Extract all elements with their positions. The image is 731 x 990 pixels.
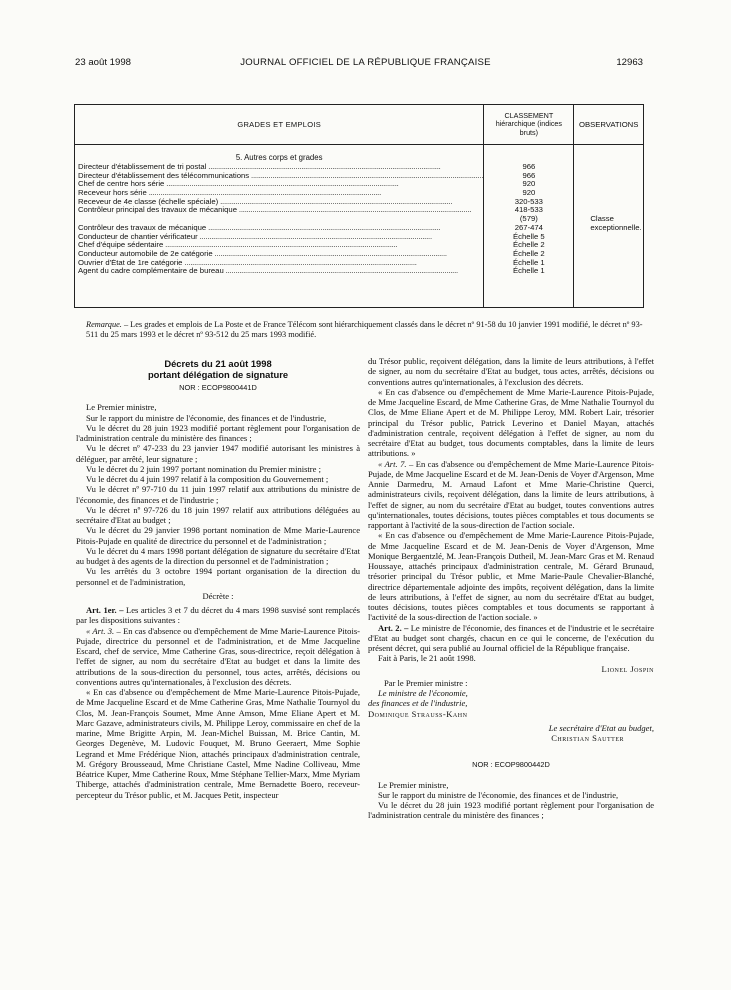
place-date: Fait à Paris, le 21 août 1998. xyxy=(378,653,476,664)
table-row-label: Ouvrier d'État de 1re catégorie ........................................................................................................................ xyxy=(78,258,417,267)
observations-column xyxy=(574,145,644,308)
article-2: Art. 2. – Le ministre de l'économie, des finances et de l'industrie et le secrétaire d'Etat au budget sont chargés, chacun en ce qui le concerne, de l'exécution du présent décret, qui sera publié au Journal officiel de la République française. xyxy=(368,622,655,653)
page-number: 12963 xyxy=(616,57,643,68)
paragraph: Sur le rapport du ministre de l'économie, des finances et de l'industrie, xyxy=(378,789,619,800)
signature-secretaire: Christian Sautter xyxy=(551,733,624,743)
table-row-value: Échelle 1 xyxy=(513,266,545,276)
table-row-observation xyxy=(574,267,643,276)
table-row-observation xyxy=(574,172,643,181)
decree-subtitle: portant délégation de signature xyxy=(147,369,289,380)
table-row-observation xyxy=(574,259,643,268)
table-remark: Remarque. – Les grades et emplois de La Poste et de France Télécom sont hiérarchiquement classés dans le décret nº 91-58 du 10 janvier 1991 modifié, le décret nº 93-511 du 25 mars 1993 et le décret nº 93-512 du 25 mars 1993 modifié. xyxy=(86,320,643,340)
right-column xyxy=(368,356,654,821)
table-row-label: Conducteur de chantier vérificateur ........................................................................................................................ xyxy=(78,232,432,241)
paragraph: Le Premier ministre, xyxy=(86,402,157,413)
table-row-value: 920 xyxy=(522,188,536,198)
table-row-observation xyxy=(574,250,643,259)
table-row-value: 966 xyxy=(522,162,536,171)
table-row-observation xyxy=(574,189,643,198)
secretary-title: Le secrétaire d'Etat au budget, xyxy=(548,722,654,733)
paragraph: Vu le décret du 28 juin 1923 modifié portant règlement pour l'organisation de l'administration centrale du ministère des finances ; xyxy=(368,800,654,821)
table-row-observation xyxy=(574,233,643,242)
table-row-value: 920 xyxy=(522,179,536,189)
paragraph: Sur le rapport du ministre de l'économie, des finances et de l'industrie, xyxy=(86,412,327,423)
table-row-value: 267-474 xyxy=(514,222,543,232)
table-row-observation xyxy=(574,198,643,207)
table-row-label: Chef d'équipe sédentaire ........................................................................................................................ xyxy=(78,241,398,250)
col-grades-header: GRADES ET EMPLOIS xyxy=(75,105,484,145)
table-row-label: Directeur d'établissement des télécommunications ........................................................................................................................ xyxy=(78,171,484,180)
table-row-value: 966 xyxy=(522,170,536,180)
paragraph: Vu le décret nº 97-710 du 11 juin 1997 relatif aux attributions du ministre de l'économie, des finances et de l'industrie ; xyxy=(76,484,360,505)
table-row-value: Échelle 1 xyxy=(513,257,545,267)
minister-title-line-1: Le ministre de l'économie, xyxy=(378,688,468,698)
table-row-observation xyxy=(574,180,643,189)
paragraph: « En cas d'absence ou d'empêchement de Mme Marie-Laurence Pitois-Pujade, de Mme Jacqueline Escard, de Mme Catherine Gras, de Mme Nathalie Tournyol du Clos, de Mme Eliane Apert et de M. Philippe Leroy, MM. Robert Lair, trésorier principal du Trésor public, Patrick Leverino et Daniel Mayan, attachés d'administration centrale, reçoivent délégation à l'effet de signer, au nom du secrétaire d'Etat au budget, tous documents comptables, dans la limite de leurs attributions. » xyxy=(368,386,654,459)
grades-table xyxy=(74,104,644,308)
grades-column xyxy=(75,145,484,308)
paragraph: Vu le décret du 2 juin 1997 portant nomination du Premier ministre ; xyxy=(86,463,321,474)
minister-title-line-2: des finances et de l'industrie, xyxy=(368,698,468,709)
col-classement-header: CLASSEMENT hiérarchique (indices bruts) xyxy=(484,105,574,145)
table-row-value: 418-533 xyxy=(514,205,543,215)
table-row-value: Échelle 2 xyxy=(513,240,545,250)
paragraph: Vu le décret du 4 mars 1998 portant délégation de signature du secrétaire d'Etat au budget à des agents de la direction du personnel et de l'administration ; xyxy=(76,545,360,566)
paragraph: « En cas d'absence ou d'empêchement de Mme Marie-Laurence Pitois-Pujade, de Mme Jacqueline Escard et de M. Jean-Denis de Voyer d'Argenson, Mme Monique Bergaentzlé, M. Jean-François Dutheil, M. Jean-Marc Gras et M. Renaud Houssaye, attachés principaux d'administration centrale, M. Gérard Brunaud, trésorier principal du Trésor public, et Mme Marie-Paule Chevalier-Blanché, directrice départementale adjointe des impôts, reçoivent délégation, dans la limite de leurs attributions, à l'effet de signer, au nom du secrétaire d'Etat au budget, toutes décisions, toutes pièces comptables et tous documents se rapportant à l'activité de la sous-direction de l'action sociale. » xyxy=(368,530,654,623)
table-row-label: Receveur de 4e classe (échelle spéciale) ........................................................................................................................ xyxy=(78,197,453,206)
classement-column xyxy=(484,145,574,308)
paragraph: du Trésor public, reçoivent délégation, dans la limite de leurs attributions, à l'effet de signer, au nom du secrétaire d'Etat au budget, tous actes, arrêtés, décisions ou conventions autres qu'internationales, à l'exclusion des décrets. xyxy=(368,356,654,387)
table-row-label: Conducteur automobile de 2e catégorie ........................................................................................................................ xyxy=(78,249,447,258)
header-date: 23 août 1998 xyxy=(75,57,132,68)
journal-title: JOURNAL OFFICIEL DE LA RÉPUBLIQUE FRANÇAISE xyxy=(240,57,491,68)
table-row-value: Échelle 2 xyxy=(513,248,545,258)
article-3: « Art. 3. – En cas d'absence ou d'empêchement de Mme Marie-Laurence Pitois-Pujade, directrice du personnel et de l'administration, et de Mme Jacqueline Escard, chef de service, Mme Catherine Gras, sous-directrice, reçoit délégation à l'effet de signer, au nom du secrétaire d'Etat au budget et dans la limite des attributions de la sous-direction du personnel, tous actes, arrêtés, décisions ou conventions autres qu'internationales, à l'exclusion des décrets. xyxy=(76,625,360,687)
left-column xyxy=(76,358,360,800)
signature-premier-ministre: Lionel Jospin xyxy=(601,663,654,674)
article-7: « Art. 7. – En cas d'absence ou d'empêchement de Mme Marie-Laurence Pitois-Pujade, de Mme Jacqueline Escard et de M. Jean-Denis de Voyer d'Argenson, Mme Annie Darmedru, M. Arnaud Lafont et Mme Marie-Christine Querci, administrateurs civils, reçoivent délégation, dans la limite de leurs attributions, à l'effet de signer, au nom du secrétaire d'Etat au budget, toutes conventions autres qu'internationales, toutes décisions, toutes pièces comptables et tous documents se rapportant à l'activité de la sous-direction de l'action sociale. xyxy=(368,458,654,530)
paragraph: Vu le décret du 4 juin 1997 relatif à la composition du Gouvernement ; xyxy=(86,474,329,484)
paragraph: Vu les arrêtés du 3 octobre 1994 portant organisation de la direction du personnel et de l'administration, xyxy=(76,566,360,587)
nor-reference: NOR : ECOP9800441D xyxy=(179,383,257,392)
table-row-label: Chef de centre hors série ........................................................................................................................ xyxy=(78,180,399,189)
table-row-label: Agent du cadre complémentaire de bureau ........................................................................................................................ xyxy=(78,267,458,276)
paragraph: Vu le décret nº 47-233 du 23 janvier 1947 modifié autorisant les ministres à déléguer, par arrêté, leur signature ; xyxy=(76,443,360,464)
table-row-label xyxy=(75,215,483,224)
par-le-premier-ministre: Par le Premier ministre : xyxy=(384,677,468,688)
section-heading: 5. Autres corps et grades xyxy=(235,153,323,162)
table-row-observation xyxy=(574,163,643,172)
paragraph: Vu le décret du 28 juin 1923 modifié portant règlement pour l'organisation de l'administration centrale du ministère des finances ; xyxy=(76,422,360,443)
col-observations-header: OBSERVATIONS xyxy=(574,105,644,145)
table-row-observation xyxy=(574,241,643,250)
table-row-label: Receveur hors série ........................................................................................................................ xyxy=(78,189,382,198)
table-row-observation: Classe exceptionnelle. xyxy=(590,214,642,232)
paragraph: Vu le décret du 29 janvier 1998 portant nomination de Mme Marie-Laurence Pitois-Pujade en qualité de directrice du personnel et de l'administration ; xyxy=(76,525,360,546)
table-row-label: Contrôleur principal des travaux de mécanique ........................................................................................................................ xyxy=(78,206,472,215)
signature-ministre: Dominique Strauss-Kahn xyxy=(368,708,468,719)
table-row-value: (579) xyxy=(519,214,538,224)
table-row-label: Contrôleur des travaux de mécanique ........................................................................................................................ xyxy=(78,223,441,232)
table-row-value: 320-533 xyxy=(514,196,543,206)
paragraph: Vu le décret nº 97-726 du 18 juin 1997 relatif aux attributions déléguées au secrétaire d'Etat au budget ; xyxy=(76,504,360,525)
paragraph: Le Premier ministre, xyxy=(378,779,449,790)
table-row-value: Échelle 5 xyxy=(513,231,545,241)
nor-reference-2: NOR : ECOP9800442D xyxy=(472,760,550,770)
paragraph: « En cas d'absence ou d'empêchement de Mme Marie-Laurence Pitois-Pujade, de Mme Jacqueline Escard et de Mme Catherine Gras, Mme Nathalie Tournyol du Clos, M. Jean-François Soumet, Mme Anne Amson, Mme Eliane Apert et M. Marc Gazave, administrateurs civils, M. Philippe Leroy, commissaire en chef de la marine, Mme Brigitte Arpin, M. Jean-Michel Buissan, M. Brice Cantin, M. Georges Degenève, M. Ludovic Fouquet, M. Bruno Geeraert, Mme Sophie Legrand et Mme Frédérique Nion, attachés principaux d'administration centrale, M. Grégory Brousseaud, Mme Christiane Castel, Mme Nadine Colliveau, Mme Béatrice Kuper, Mme Catherine Roux, Mme Stéphane Tellier-Marx, Mme Myriam Thiberge, attachés d'administration centrale, Mme Bernadette Boero, receveur-percepteur du Trésor public, et M. Jacques Petit, inspecteur xyxy=(76,687,360,800)
decrete: Décrète : xyxy=(202,590,234,601)
table-row-label: Directeur d'établissement de tri postal ........................................................................................................................ xyxy=(78,163,441,171)
decree-title: Décrets du 21 août 1998 xyxy=(164,358,272,369)
article-1: Art. 1er. – Les articles 3 et 7 du décret du 4 mars 1998 susvisé sont remplacés par les dispositions suivantes : xyxy=(76,605,360,626)
